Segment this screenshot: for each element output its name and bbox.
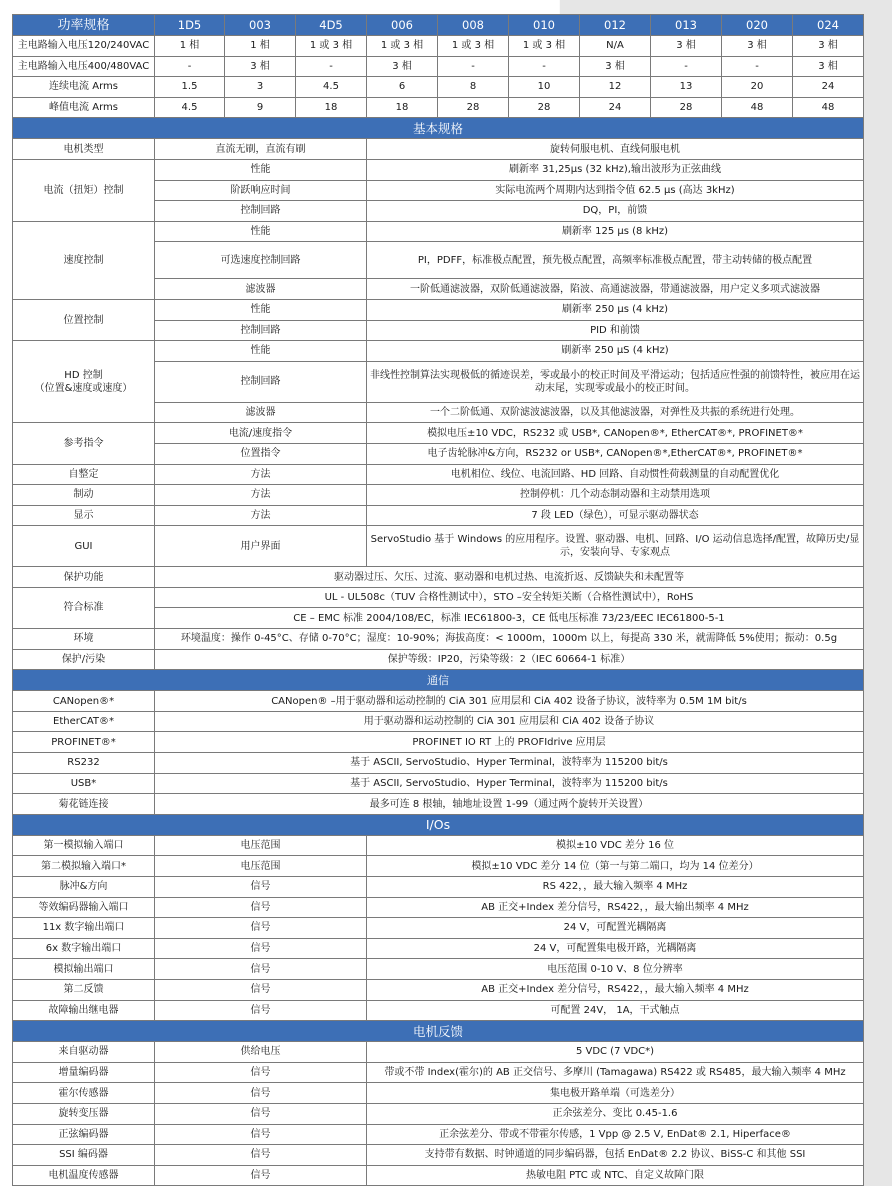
table-cell: 集电极开路单端（可选差分） <box>367 1083 864 1104</box>
table-cell: 7 段 LED（绿色），可显示驱动器状态 <box>367 505 864 526</box>
table-cell: 信号 <box>155 1000 367 1021</box>
table-cell: 控制回路 <box>155 361 367 402</box>
table-cell: 1 或 3 相 <box>367 36 438 57</box>
table-row <box>13 938 864 959</box>
table-cell: - <box>155 56 225 77</box>
table-row <box>13 97 864 118</box>
table-cell: 性能 <box>155 341 367 362</box>
row-label: 正弦编码器 <box>13 1124 155 1145</box>
table-header-row <box>13 15 864 36</box>
table-cell: 3 相 <box>793 36 864 57</box>
table-row <box>13 794 864 815</box>
row-label: 自整定 <box>13 464 155 485</box>
table-cell: 3 相 <box>793 56 864 77</box>
row-label: SSI 编码器 <box>13 1145 155 1166</box>
section-title-io: I/Os <box>13 814 864 835</box>
table-cell: 信号 <box>155 979 367 1000</box>
table-row <box>13 877 864 898</box>
table-row <box>13 423 864 444</box>
table-cell: 24 <box>580 97 651 118</box>
table-cell: 滤波器 <box>155 279 367 300</box>
table-cell: 非线性控制算法实现极低的循迹误差，零或最小的校正时间及平滑运动；包括适应性强的前馈特性，被应用在运动末尾，实现零或最小的校正时间。 <box>367 361 864 402</box>
table-row <box>13 753 864 774</box>
table-cell: 一个二阶低通、双阶滤波滤波器，以及其他滤波器，对弹性及共振的系统进行处理。 <box>367 402 864 423</box>
section-title-comm: 通信 <box>13 670 864 691</box>
table-row <box>13 1000 864 1021</box>
table-cell: 控制回路 <box>155 201 367 222</box>
table-cell: 热敏电阻 PTC 或 NTC、自定义故障门限 <box>367 1165 864 1186</box>
table-row <box>13 959 864 980</box>
header-cell: 1D5 <box>155 15 225 36</box>
table-cell: 供给电压 <box>155 1042 367 1063</box>
table-cell: - <box>296 56 367 77</box>
table-cell: 8 <box>438 77 509 98</box>
table-row <box>13 56 864 77</box>
row-label: 主电路输入电压400/480VAC <box>13 56 155 77</box>
table-cell: 4.5 <box>155 97 225 118</box>
row-label: 旋转变压器 <box>13 1103 155 1124</box>
header-cell: 010 <box>509 15 580 36</box>
table-cell: 12 <box>580 77 651 98</box>
table-cell: 3 相 <box>367 56 438 77</box>
table-cell: 刷新率 250 μs (4 kHz) <box>367 299 864 320</box>
table-cell: 信号 <box>155 1124 367 1145</box>
table-cell: DQ，PI，前馈 <box>367 201 864 222</box>
table-row <box>13 1124 864 1145</box>
table-row <box>13 299 864 320</box>
table-cell: AB 正交+Index 差分信号，RS422，，最大输出频率 4 MHz <box>367 897 864 918</box>
table-row <box>13 732 864 753</box>
table-cell: - <box>509 56 580 77</box>
hd-label-line1: HD 控制 <box>64 369 103 381</box>
table-cell: 刷新率 250 μS (4 kHz) <box>367 341 864 362</box>
table-cell: 1 或 3 相 <box>438 36 509 57</box>
row-label: 峰值电流 Arms <box>13 97 155 118</box>
table-cell: 1 或 3 相 <box>296 36 367 57</box>
table-cell: 3 相 <box>651 36 722 57</box>
hd-label-line2: （位置&速度或速度） <box>34 382 133 394</box>
row-label: 电流（扭矩）控制 <box>13 159 155 221</box>
table-cell: 滤波器 <box>155 402 367 423</box>
row-label: 等效编码器输入端口 <box>13 897 155 918</box>
row-label: 11x 数字输出端口 <box>13 918 155 939</box>
table-cell: 28 <box>509 97 580 118</box>
header-cell: 4D5 <box>296 15 367 36</box>
table-row <box>13 918 864 939</box>
table-cell: 5 VDC (7 VDC*) <box>367 1042 864 1063</box>
table-cell: 性能 <box>155 159 367 180</box>
table-cell: 3 <box>225 77 296 98</box>
table-row <box>13 1083 864 1104</box>
table-cell: 信号 <box>155 1083 367 1104</box>
table-row <box>13 629 864 650</box>
row-label: 模拟输出端口 <box>13 959 155 980</box>
row-label: CANopen®* <box>13 691 155 712</box>
table-cell: 1 或 3 相 <box>509 36 580 57</box>
table-cell: 用于驱动器和运动控制的 CiA 301 应用层和 CiA 402 设备子协议 <box>155 711 864 732</box>
table-cell: 基于 ASCII, ServoStudio、Hyper Terminal，波特率为 115200 bit/s <box>155 753 864 774</box>
row-label: 显示 <box>13 505 155 526</box>
table-cell: 模拟±10 VDC 差分 14 位（第一与第二端口，均为 14 位差分） <box>367 856 864 877</box>
table-row <box>13 36 864 57</box>
row-label: GUI <box>13 526 155 567</box>
table-cell: 电压范围 0-10 V、8 位分辨率 <box>367 959 864 980</box>
table-cell: 用户界面 <box>155 526 367 567</box>
table-cell: 带或不带 Index(霍尔)的 AB 正交信号、多摩川 (Tamagawa) RS422 或 RS485，最大输入频率 4 MHz <box>367 1062 864 1083</box>
table-cell: PID 和前馈 <box>367 320 864 341</box>
header-cell: 功率规格 <box>13 15 155 36</box>
table-cell: 方法 <box>155 505 367 526</box>
header-cell: 020 <box>722 15 793 36</box>
table-row <box>13 835 864 856</box>
section-title-basic: 基本规格 <box>13 118 864 139</box>
row-label: 故障输出继电器 <box>13 1000 155 1021</box>
row-label: USB* <box>13 773 155 794</box>
table-cell: 28 <box>651 97 722 118</box>
table-row <box>13 567 864 588</box>
table-cell: 方法 <box>155 485 367 506</box>
row-label: 主电路输入电压120/240VAC <box>13 36 155 57</box>
table-cell: 模拟±10 VDC 差分 16 位 <box>367 835 864 856</box>
table-cell: 信号 <box>155 938 367 959</box>
table-cell: 3 相 <box>722 36 793 57</box>
table-cell: N/A <box>580 36 651 57</box>
table-cell: 信号 <box>155 1165 367 1186</box>
table-cell: 性能 <box>155 299 367 320</box>
row-label: 脉冲&方向 <box>13 877 155 898</box>
table-cell: 支持带有数据、时钟通道的同步编码器，包括 EnDat® 2.2 协议、BiSS-C 和其他 SSI <box>367 1145 864 1166</box>
row-label: EtherCAT®* <box>13 711 155 732</box>
table-row <box>13 711 864 732</box>
table-cell: 可配置 24V， 1A，干式触点 <box>367 1000 864 1021</box>
table-cell: 10 <box>509 77 580 98</box>
row-label: 保护/污染 <box>13 649 155 670</box>
table-cell: 13 <box>651 77 722 98</box>
table-row <box>13 77 864 98</box>
header-cell: 006 <box>367 15 438 36</box>
table-row <box>13 1165 864 1186</box>
row-label: 第二反馈 <box>13 979 155 1000</box>
section-header-row <box>13 118 864 139</box>
row-label: 第一模拟输入端口 <box>13 835 155 856</box>
row-label: 电机类型 <box>13 139 155 160</box>
table-cell: 电压范围 <box>155 835 367 856</box>
table-cell: AB 正交+Index 差分信号，RS422，，最大输入频率 4 MHz <box>367 979 864 1000</box>
header-cell: 013 <box>651 15 722 36</box>
header-cell: 003 <box>225 15 296 36</box>
table-cell: 阶跃响应时间 <box>155 180 367 201</box>
table-cell: 电压范围 <box>155 856 367 877</box>
table-cell: CANopen® –用于驱动器和运动控制的 CiA 301 应用层和 CiA 402 设备子协议，波特率为 0.5M 1M bit/s <box>155 691 864 712</box>
row-label: PROFINET®* <box>13 732 155 753</box>
table-cell: 1.5 <box>155 77 225 98</box>
table-row <box>13 979 864 1000</box>
table-cell: 控制停机：几个动态制动器和主动禁用选项 <box>367 485 864 506</box>
table-row <box>13 139 864 160</box>
row-label: 第二模拟输入端口* <box>13 856 155 877</box>
section-header-row <box>13 814 864 835</box>
table-row <box>13 526 864 567</box>
table-cell: 保护等级：IP20，污染等级：2（IEC 60664-1 标准） <box>155 649 864 670</box>
table-row <box>13 1042 864 1063</box>
section-header-row <box>13 1021 864 1042</box>
table-row <box>13 649 864 670</box>
table-cell: 模拟电压±10 VDC，RS232 或 USB*, CANopen®*, EtherCAT®*, PROFINET®* <box>367 423 864 444</box>
table-cell: - <box>438 56 509 77</box>
spec-table <box>12 14 864 1186</box>
table-row <box>13 341 864 362</box>
table-row <box>13 587 864 608</box>
table-cell: 实际电流两个周期内达到指令值 62.5 μs (高达 3kHz) <box>367 180 864 201</box>
row-label: 保护功能 <box>13 567 155 588</box>
row-label: 增量编码器 <box>13 1062 155 1083</box>
row-label: 位置控制 <box>13 299 155 340</box>
table-cell: 性能 <box>155 221 367 242</box>
table-cell: 1 相 <box>225 36 296 57</box>
table-cell: - <box>651 56 722 77</box>
table-row <box>13 221 864 242</box>
table-cell: 信号 <box>155 918 367 939</box>
table-cell: RS 422，，最大输入频率 4 MHz <box>367 877 864 898</box>
table-cell: 环境温度：操作 0-45°C、存储 0-70°C；湿度：10-90%；海拔高度：< 1000m，1000m 以上，每提高 330 米，就需降低 5%使用；振动：0.5g <box>155 629 864 650</box>
table-cell: 48 <box>722 97 793 118</box>
table-cell: 基于 ASCII, ServoStudio、Hyper Terminal，波特率为 115200 bit/s <box>155 773 864 794</box>
row-label: 霍尔传感器 <box>13 1083 155 1104</box>
table-cell: 刷新率 31,25μs (32 kHz),输出波形为正弦曲线 <box>367 159 864 180</box>
row-label: 制动 <box>13 485 155 506</box>
table-cell: 18 <box>367 97 438 118</box>
table-cell: 3 相 <box>580 56 651 77</box>
table-cell: 24 V，可配置光耦隔离 <box>367 918 864 939</box>
table-row <box>13 464 864 485</box>
table-row <box>13 505 864 526</box>
table-row <box>13 159 864 180</box>
table-cell: 24 <box>793 77 864 98</box>
table-cell: 信号 <box>155 1062 367 1083</box>
header-cell: 024 <box>793 15 864 36</box>
row-label: 符合标准 <box>13 587 155 628</box>
table-cell: 4.5 <box>296 77 367 98</box>
table-cell: 旋转伺服电机、直线伺服电机 <box>367 139 864 160</box>
table-cell: 28 <box>438 97 509 118</box>
row-label: 连续电流 Arms <box>13 77 155 98</box>
row-label-hd <box>13 341 155 423</box>
table-cell: 电子齿轮脉冲&方向，RS232 or USB*, CANopen®*,EtherCAT®*, PROFINET®* <box>367 443 864 464</box>
row-label: 菊花链连接 <box>13 794 155 815</box>
table-cell: 3 相 <box>225 56 296 77</box>
table-cell: 9 <box>225 97 296 118</box>
table-cell: 20 <box>722 77 793 98</box>
row-label: 环境 <box>13 629 155 650</box>
table-cell: 电流/速度指令 <box>155 423 367 444</box>
row-label: 速度控制 <box>13 221 155 299</box>
table-cell: 正余弦差分、变比 0.45-1.6 <box>367 1103 864 1124</box>
table-cell: 控制回路 <box>155 320 367 341</box>
header-cell: 008 <box>438 15 509 36</box>
table-row <box>13 1062 864 1083</box>
table-cell: 一阶低通滤波器，双阶低通滤波器，陷波、高通滤波器，带通滤波器，用户定义多项式滤波器 <box>367 279 864 300</box>
row-label: 参考指令 <box>13 423 155 464</box>
table-cell: 刷新率 125 μs (8 kHz) <box>367 221 864 242</box>
table-cell: 位置指令 <box>155 443 367 464</box>
table-cell: 信号 <box>155 1103 367 1124</box>
section-header-row <box>13 670 864 691</box>
table-cell: PROFINET IO RT 上的 PROFIdrive 应用层 <box>155 732 864 753</box>
table-cell: PI，PDFF，标准极点配置，预先极点配置，高频率标准极点配置，带主动转储的极点配置 <box>367 242 864 279</box>
table-row <box>13 1103 864 1124</box>
row-label: 来自驱动器 <box>13 1042 155 1063</box>
table-cell: 信号 <box>155 877 367 898</box>
table-row <box>13 773 864 794</box>
table-cell: 可选速度控制回路 <box>155 242 367 279</box>
table-cell: CE – EMC 标准 2004/108/EC，标准 IEC61800-3，CE 低电压标准 73/23/EEC IEC61800-5-1 <box>155 608 864 629</box>
table-cell: 电机相位、线位、电流回路、HD 回路、自动惯性荷载测量的自动配置优化 <box>367 464 864 485</box>
table-cell: UL - UL508c（TUV 合格性测试中），STO –安全转矩关断（合格性测试中），RoHS <box>155 587 864 608</box>
table-cell: - <box>722 56 793 77</box>
table-row <box>13 897 864 918</box>
table-cell: 驱动器过压、欠压、过流、驱动器和电机过热、电流折返、反馈缺失和未配置等 <box>155 567 864 588</box>
table-cell: 18 <box>296 97 367 118</box>
table-cell: 6 <box>367 77 438 98</box>
table-cell: ServoStudio 基于 Windows 的应用程序。设置、驱动器、电机、回路、I/O 运动信息选择/配置，故障历史/显示，安装向导、专家观点 <box>367 526 864 567</box>
table-cell: 信号 <box>155 1145 367 1166</box>
table-cell: 信号 <box>155 897 367 918</box>
table-row <box>13 1145 864 1166</box>
table-row <box>13 856 864 877</box>
table-cell: 24 V，可配置集电极开路，光耦隔离 <box>367 938 864 959</box>
table-cell: 最多可连 8 根轴，轴地址设置 1-99（通过两个旋转开关设置） <box>155 794 864 815</box>
table-cell: 48 <box>793 97 864 118</box>
table-cell: 信号 <box>155 959 367 980</box>
table-cell: 正余弦差分、带或不带霍尔传感，1 Vpp @ 2.5 V, EnDat® 2.1, Hiperface® <box>367 1124 864 1145</box>
table-cell: 方法 <box>155 464 367 485</box>
row-label: 6x 数字输出端口 <box>13 938 155 959</box>
table-row <box>13 485 864 506</box>
table-cell: 1 相 <box>155 36 225 57</box>
table-row <box>13 691 864 712</box>
row-label: RS232 <box>13 753 155 774</box>
section-title-feedback: 电机反馈 <box>13 1021 864 1042</box>
header-cell: 012 <box>580 15 651 36</box>
row-label: 电机温度传感器 <box>13 1165 155 1186</box>
table-cell: 直流无刷，直流有刷 <box>155 139 367 160</box>
